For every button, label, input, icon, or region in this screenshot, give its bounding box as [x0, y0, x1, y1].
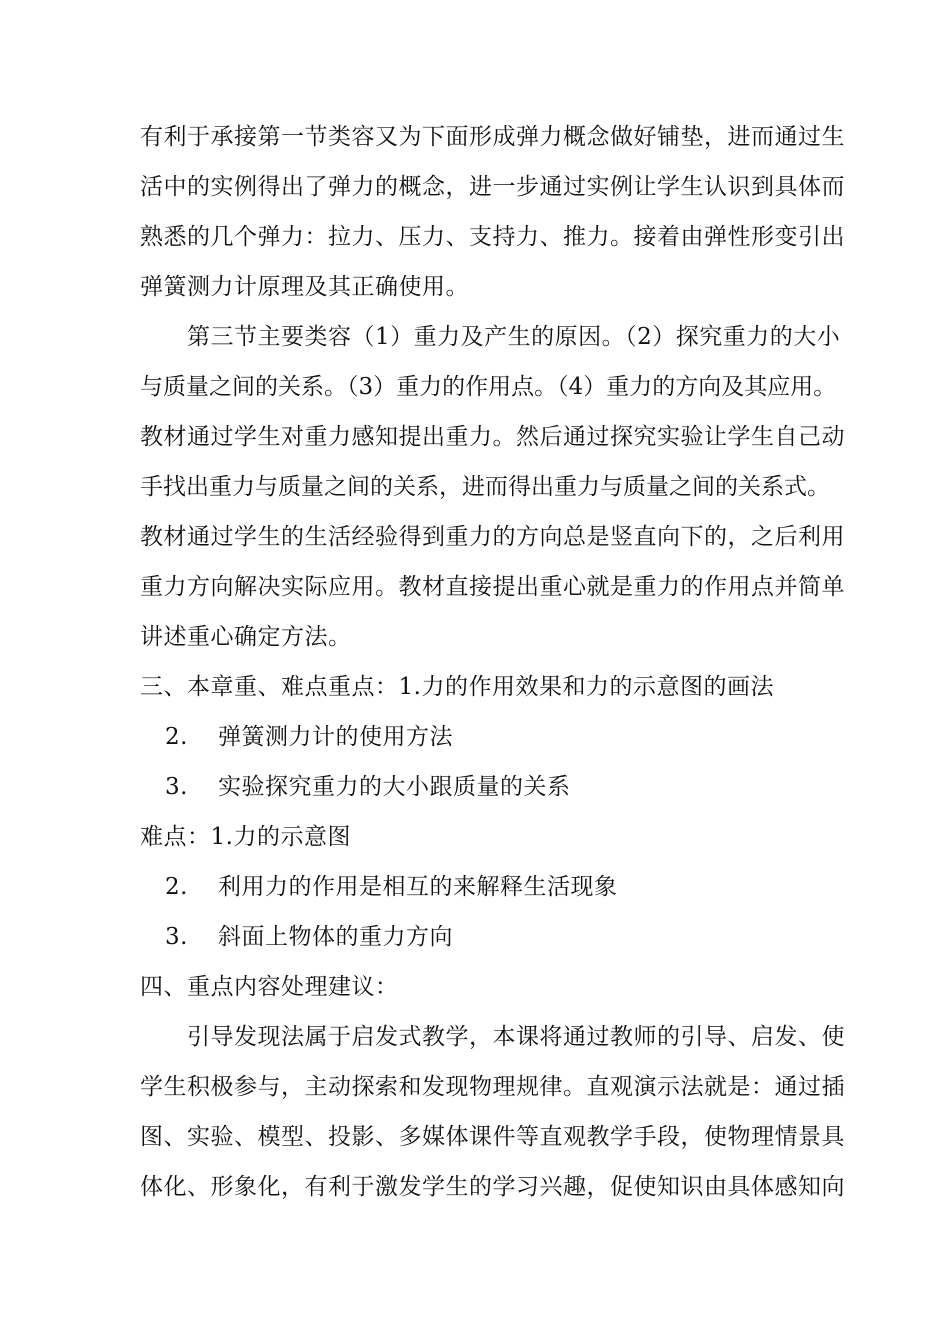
section3-heading: 三、本章重、难点重点：1.力的作用效果和力的示意图的画法 — [140, 674, 774, 700]
paragraph1-line-4: 弹簧测力计原理及其正确使用。 — [140, 274, 469, 300]
paragraph2-line-6: 重力方向解决实际应用。教材直接提出重心就是重力的作用点并简单 — [140, 574, 845, 600]
paragraph1-line-3: 熟悉的几个弹力：拉力、压力、支持力、推力。接着由弹性形变引出 — [140, 224, 845, 250]
difficulty-point-2-number: 2. — [165, 874, 188, 900]
paragraph2-line-7: 讲述重心确定方法。 — [140, 624, 352, 650]
section4-line-2: 学生积极参与，主动探索和发现物理规律。直观演示法就是：通过插 — [140, 1074, 845, 1100]
paragraph2-line-4: 手找出重力与质量之间的关系，进而得出重力与质量之间的关系式。 — [140, 474, 830, 500]
key-point-3-text: 实验探究重力的大小跟质量的关系 — [218, 774, 571, 800]
paragraph1-line-1: 有利于承接第一节类容又为下面形成弹力概念做好铺垫，进而通过生 — [140, 124, 845, 150]
difficulty-point-2-text: 利用力的作用是相互的来解释生活现象 — [218, 874, 618, 900]
difficulty-heading: 难点：1.力的示意图 — [140, 824, 351, 850]
section4-line-4: 体化、形象化，有利于激发学生的学习兴趣，促使知识由具体感知向 — [140, 1174, 845, 1200]
section4-line-1: 引导发现法属于启发式教学，本课将通过教师的引导、启发、使 — [187, 1024, 845, 1050]
paragraph2-line-1: 第三节主要类容（1）重力及产生的原因。（2）探究重力的大小 — [187, 324, 841, 350]
difficulty-point-3-number: 3. — [165, 924, 188, 950]
section4-line-3: 图、实验、模型、投影、多媒体课件等直观教学手段，使物理情景具 — [140, 1124, 845, 1150]
paragraph1-line-2: 活中的实例得出了弹力的概念，进一步通过实例让学生认识到具体而 — [140, 174, 845, 200]
key-point-2-text: 弹簧测力计的使用方法 — [218, 724, 453, 750]
paragraph2-line-5: 教材通过学生的生活经验得到重力的方向总是竖直向下的，之后利用 — [140, 524, 845, 550]
paragraph2-line-3: 教材通过学生对重力感知提出重力。然后通过探究实验让学生自己动 — [140, 424, 845, 450]
section4-heading: 四、重点内容处理建议： — [140, 974, 399, 1000]
paragraph2-line-2: 与质量之间的关系。（3）重力的作用点。（4）重力的方向及其应用。 — [140, 374, 837, 400]
difficulty-point-3-text: 斜面上物体的重力方向 — [218, 924, 453, 950]
key-point-2-number: 2. — [165, 724, 188, 750]
key-point-3-number: 3. — [165, 774, 188, 800]
